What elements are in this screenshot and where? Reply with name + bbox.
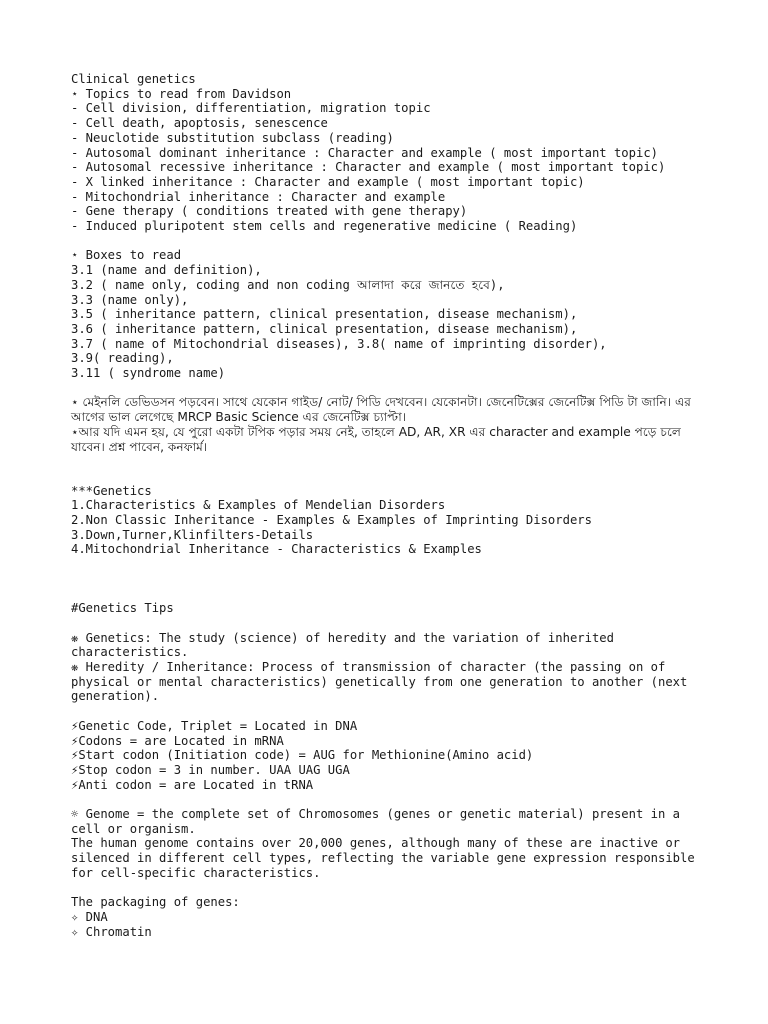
topic-item: - Autosomal dominant inheritance : Character and example ( most important topic) [71,145,658,160]
blank-line [71,616,711,631]
box-item: 3.11 ( syndrome name) [71,366,226,381]
topic-item: - Cell death, apoptosis, senescence [71,116,328,131]
codon-fact: ⚡Anti codon = are Located in tRNA [71,777,314,792]
topic-item: - Cell division, differentiation, migration topic [71,101,431,116]
blank-line [71,234,711,249]
definition-genetics: ❋ Genetics: The study (science) of heredity and the variation of inherited characteristics. [71,630,622,660]
box-item: 3.6 ( inheritance pattern, clinical presentation, disease mechanism), [71,321,578,336]
topic-item: - Mitochondrial inheritance : Character and example [71,189,446,204]
blank-line [71,587,711,602]
topic-item: - Autosomal recessive inheritance : Character and example ( most important topic) [71,160,666,175]
genetics-item: 1.Characteristics & Examples of Mendelian Disorders [71,498,446,513]
topic-item: - Gene therapy ( conditions treated with gene therapy) [71,204,468,219]
genetics-item: 2.Non Classic Inheritance - Examples & Examples of Imprinting Disorders [71,513,592,528]
blank-line [71,557,711,572]
codon-fact: ⚡Start codon (Initiation code) = AUG for Methionine(Amino acid) [71,748,534,763]
genetics-heading: ***Genetics [71,483,152,498]
blank-line [71,572,711,587]
genetics-item: 4.Mitochondrial Inheritance - Characteristics & Examples [71,542,482,557]
packaging-heading: The packaging of genes: [71,895,240,910]
packaging-item: ✧ DNA [71,909,108,924]
box-item: 3.5 ( inheritance pattern, clinical presentation, disease mechanism), [71,307,578,322]
box-item: 3.7 ( name of Mitochondrial diseases), 3.8( name of imprinting disorder), [71,336,607,351]
document-page [71,72,711,939]
boxes-heading: ⋆ Boxes to read [71,248,182,263]
blank-line [71,469,711,484]
topic-item: - Neuclotide substitution subclass (reading) [71,130,394,145]
definition-heredity: ❋ Heredity / Inheritance: Process of transmission of character (the passing on of physical or mental characteristics) genetically from one generation to another (next generation). [71,660,695,704]
genetics-item: 3.Down,Turner,Klinfilters-Details [71,527,314,542]
bengali-note: ⋆আর যদি এমন হয়, যে পুরো একটা টপিক পড়ার সময় নেই, তাহলে AD, AR, XR এর character and example পড়ে চলে যাবেন। প্রশ্ন পাবেন, কনফার্ম। [71,424,685,454]
codon-fact: ⚡Genetic Code, Triplet = Located in DNA [71,718,358,733]
box-item: 3.9( reading), [71,351,174,366]
genome-description: The human genome contains over 20,000 genes, although many of these are inactive or silenced in different cell types, reflecting the variable gene expression responsible for cell-specific characteristics. [71,836,703,880]
box-item: 3.1 (name and definition), [71,263,262,278]
doc-title: Clinical genetics [71,72,196,86]
blank-line [71,381,711,396]
box-item: 3.3 (name only), [71,292,189,307]
blank-line [71,704,711,719]
topic-item: - Induced pluripotent stem cells and regenerative medicine ( Reading) [71,219,578,234]
genome-definition: ☼ Genome = the complete set of Chromosomes (genes or genetic material) present in a cell or organism. [71,807,688,836]
codon-fact: ⚡Codons = are Located in mRNA [71,733,284,748]
genetics-tips-heading: #Genetics Tips [71,601,174,616]
blank-line [71,881,711,896]
topic-item: - X linked inheritance : Character and example ( most important topic) [71,174,585,189]
packaging-item: ✧ Chromatin [71,924,152,939]
bengali-note: ⋆ মেইনলি ডেভিডসন পড়বেন। সাথে যেকোন গাইড/ নোট/ পিডি দেখবেন। যেকোনটা। জেনেটিক্সের জেনেটিক্স পিডি টা জানি। এর আগের ভাল লেগেছে MRCP Basic Science এর জেনেটিক্স চ্যাপ্টা। [71,395,695,425]
blank-line [71,792,711,807]
blank-line [71,454,711,469]
box-item: 3.2 ( name only, coding and non coding আলাদা করে জানতে হবে), [71,277,505,292]
codon-fact: ⚡Stop codon = 3 in number. UAA UAG UGA [71,762,350,777]
topics-heading: ⋆ Topics to read from Davidson [71,86,292,101]
